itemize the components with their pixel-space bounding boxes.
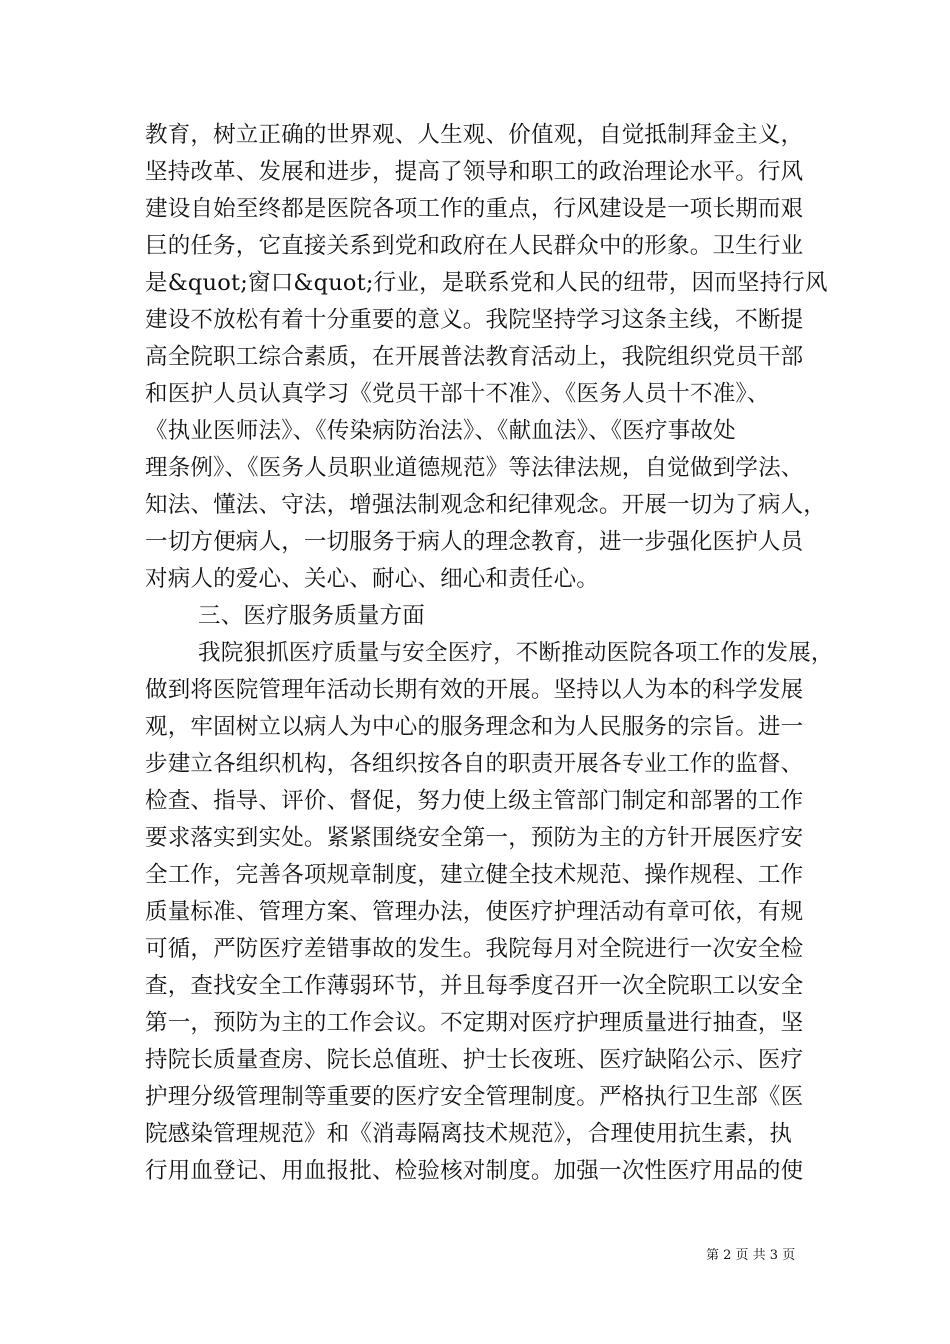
text-line: 步建立各组织机构，各组织按各自的职责开展各专业工作的监督、 (145, 751, 804, 777)
text-line: 持院长质量查房、院长总值班、护士长夜班、医疗缺陷公示、医疗 (145, 1047, 804, 1073)
text-line: 坚持改革、发展和进步，提高了领导和职工的政治理论水平。行风 (145, 159, 804, 185)
page-number-footer: 第 2 页 共 3 页 (706, 1248, 796, 1263)
text-line: 检查、指导、评价、督促，努力使上级主管部门制定和部署的工作 (145, 788, 804, 814)
text-line: 《执业医师法》、《传染病防治法》、《献血法》、《医疗事故处 (145, 418, 736, 444)
text-line: 观，牢固树立以病人为中心的服务理念和为人民服务的宗旨。进一 (145, 714, 804, 740)
text-line: 要求落实到实处。紧紧围绕安全第一，预防为主的方针开展医疗安 (145, 825, 804, 851)
text-line: 教育，树立正确的世界观、人生观、价值观，自觉抵制拜金主义， (145, 122, 804, 148)
text-line: 是&quot;窗口&quot;行业，是联系党和人民的纽带，因而坚持行风 (145, 270, 828, 296)
text-line: 全工作，完善各项规章制度，建立健全技术规范、操作规程、工作 (145, 862, 804, 888)
text-line: 质量标准、管理方案、管理办法，使医疗护理活动有章可依，有规 (145, 899, 804, 925)
text-line: 做到将医院管理年活动长期有效的开展。坚持以人为本的科学发展 (145, 677, 804, 703)
text-line: 建设不放松有着十分重要的意义。我院坚持学习这条主线，不断提 (145, 307, 804, 333)
text-line: 知法、懂法、守法，增强法制观念和纪律观念。开展一切为了病人， (145, 492, 827, 518)
text-line: 高全院职工综合素质，在开展普法教育活动上，我院组织党员干部 (145, 344, 804, 370)
text-line: 对病人的爱心、关心、耐心、细心和责任心。 (145, 566, 600, 592)
section-heading: 三、医疗服务质量方面 (198, 603, 426, 629)
text-line: 建设自始至终都是医院各项工作的重点，行风建设是一项长期而艰 (145, 196, 804, 222)
text-line: 行用血登记、用血报批、检验核对制度。加强一次性医疗用品的使 (145, 1158, 804, 1184)
text-line: 一切方便病人，一切服务于病人的理念教育，进一步强化医护人员 (145, 529, 804, 555)
text-line: 查，查找安全工作薄弱环节，并且每季度召开一次全院职工以安全 (145, 973, 804, 999)
text-line: 巨的任务，它直接关系到党和政府在人民群众中的形象。卫生行业 (145, 233, 804, 259)
text-line: 理条例》、《医务人员职业道德规范》等法律法规，自觉做到学法、 (145, 455, 804, 481)
text-line: 可循，严防医疗差错事故的发生。我院每月对全院进行一次安全检 (145, 936, 804, 962)
text-line: 我院狠抓医疗质量与安全医疗，不断推动医院各项工作的发展， (198, 640, 834, 666)
text-line: 护理分级管理制等重要的医疗安全管理制度。严格执行卫生部《医 (145, 1084, 804, 1110)
text-line: 院感染管理规范》和《消毒隔离技术规范》，合理使用抗生素，执 (145, 1121, 793, 1147)
text-line: 第一，预防为主的工作会议。不定期对医疗护理质量进行抽查，坚 (145, 1010, 804, 1036)
text-line: 和医护人员认真学习《党员干部十不准》、《医务人员十不准》、 (145, 381, 770, 407)
